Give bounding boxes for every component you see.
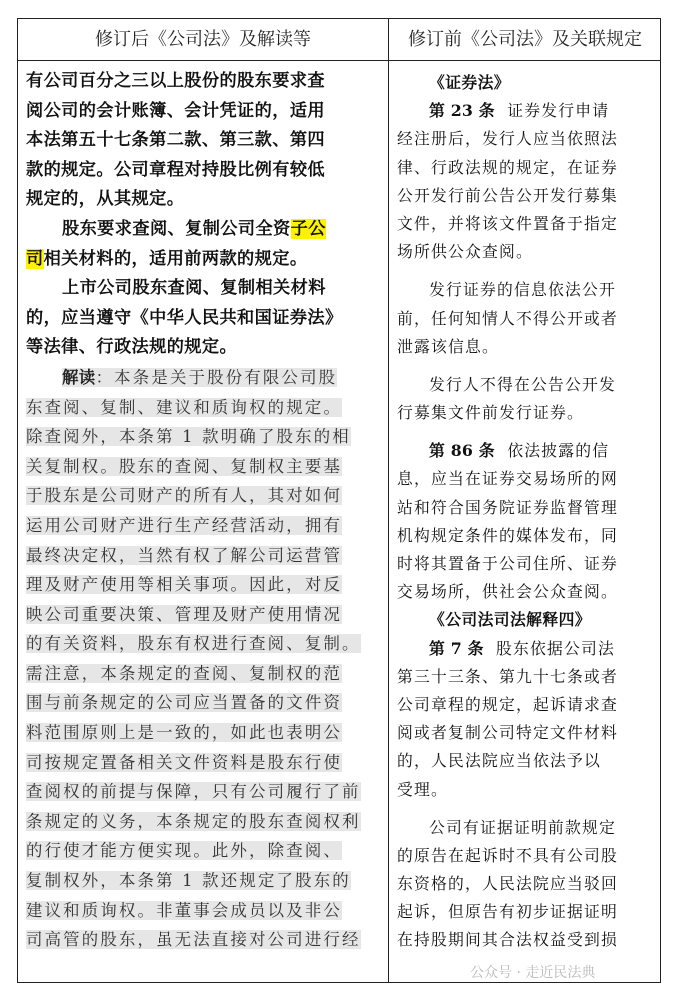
text-line: 条规定的义务，本条规定的股东查阅权利 xyxy=(26,811,361,831)
text-line: 受理。 xyxy=(397,779,448,799)
text-line: 公司有证据证明前款规定 xyxy=(429,817,616,837)
text-line: 行募集文件前发行证券。 xyxy=(397,403,584,423)
text-line: 泄露该信息。 xyxy=(397,336,499,356)
highlight-mark: 司 xyxy=(26,248,44,269)
text-line: 律、行政法规的规定，在证券 xyxy=(397,157,618,177)
law-title-interpretation-four: 《公司法司法解释四》 xyxy=(429,610,591,630)
header-left: 修订后《公司法》及解读等 xyxy=(95,29,311,50)
text-line: 复制权外，本条第 1 款还规定了股东的 xyxy=(26,871,351,891)
text-line: 的有关资料，股东有权进行查阅、复制。 xyxy=(26,634,361,654)
text-line: 阅或者复制公司特定文件材料 xyxy=(397,723,618,743)
column-divider xyxy=(388,19,389,982)
text-line: 的，人民法院应当依法予以 xyxy=(397,751,601,771)
text-line: 发行证券的信息依法公开 xyxy=(429,280,616,300)
text-line: 解读：本条是关于股份有限公司股 xyxy=(62,367,338,387)
text-line: 时将其置备于公司住所、证券 xyxy=(397,554,618,573)
text-line: 司相关材料的，适用前两款的规定。 xyxy=(26,248,308,269)
text-line: 款的规定。公司章程对持股比例有较低 xyxy=(26,159,325,180)
text-line: 息，应当在证券交易场所的网 xyxy=(397,469,618,489)
article-label: 第 7 条 xyxy=(429,638,484,658)
text-line: 交易场所，供社会公众查阅。 xyxy=(397,582,618,602)
text-line: 公司章程的规定，起诉请求查 xyxy=(397,694,618,714)
text-line: 第 86 条 依法披露的信 xyxy=(429,441,610,461)
text-line: 在持股期间其合法权益受到损 xyxy=(397,930,618,950)
highlight-mark: 子公 xyxy=(290,218,326,239)
text-line: 公开发行前公告公开发行募集 xyxy=(397,185,618,205)
text-line: 理及财产使用等相关事项。因此，对反 xyxy=(26,575,343,595)
text-line: 需注意，本条规定的查阅、复制权的范 xyxy=(26,663,343,683)
text-line: 阅公司的会计账簿、会计凭证的，适用 xyxy=(26,100,325,121)
text-line: 上市公司股东查阅、复制相关材料 xyxy=(62,278,326,299)
left-column xyxy=(26,67,382,955)
text-line: 司按规定置备相关文件资料是股东行使 xyxy=(26,752,343,772)
text-line: 最终决定权，当然有权了解公司运营管 xyxy=(26,545,343,565)
text-line: 东资格的，人民法院应当驳回 xyxy=(397,874,618,894)
text-line: 第 23 条 证券发行申请 xyxy=(429,101,610,121)
paragraph-listed-company xyxy=(26,274,382,363)
text-line: 于股东是公司财产的所有人，其对如何 xyxy=(26,486,343,506)
text-line: 机构规定条件的媒体发布，同 xyxy=(397,525,618,545)
table-header-row xyxy=(18,19,660,61)
text-line: 建议和质询权。非董事会成员以及非公 xyxy=(26,900,343,920)
article-label: 第 86 条 xyxy=(429,441,495,461)
text-line: 起诉，但原告有初步证据证明 xyxy=(397,902,618,922)
text-line: 本法第五十七条第二款、第三款、第四 xyxy=(26,130,325,151)
article-label: 第 23 条 xyxy=(429,101,495,121)
comparison-table xyxy=(17,18,661,983)
text-line: 规定的，从其规定。 xyxy=(26,189,185,210)
text-line: 查阅权的前提与保障，只有公司履行了前 xyxy=(26,782,361,802)
text-line: 的原告在起诉时不具有公司股 xyxy=(397,845,618,865)
paragraph-shareholding xyxy=(26,67,382,215)
watermark: 公众号 · 走近民法典 xyxy=(470,965,596,981)
interpretation-label: 解读 xyxy=(62,367,96,387)
text-line: 关复制权。股东的查阅、复制权主要基 xyxy=(26,456,343,476)
text-line: 前，任何知情人不得公开或者 xyxy=(397,308,618,328)
law-title-securities: 《证券法》 xyxy=(429,73,510,92)
text-line: 映公司重要决策、管理及财产使用情况 xyxy=(26,604,343,624)
text-line: 运用公司财产进行生产经营活动，拥有 xyxy=(26,515,343,535)
text-line: 第 7 条 股东依据公司法 xyxy=(429,638,616,658)
text-line: 的，应当遵守《中华人民共和国证券法》 xyxy=(26,307,343,328)
text-line: 第三十三条、第九十七条或者 xyxy=(397,666,618,686)
text-line: 等法律、行政法规的规定。 xyxy=(26,337,238,358)
text-line: 司高管的股东，虽无法直接对公司进行经 xyxy=(26,930,361,950)
paragraph-subsidiary xyxy=(26,215,382,274)
text-line: 站和符合国务院证券监督管理 xyxy=(397,497,618,517)
text-line: 除查阅外，本条第 1 款明确了股东的相 xyxy=(26,427,351,447)
text-line: 有公司百分之三以上股份的股东要求查 xyxy=(26,71,325,91)
text-line: 东查阅、复制、建议和质询权的规定。 xyxy=(26,397,343,417)
right-column xyxy=(397,69,655,955)
header-right: 修订前《公司法》及关联规定 xyxy=(408,29,642,50)
text-line: 料范围原则上是一致的，如此也表明公 xyxy=(26,723,343,743)
text-line: 发行人不得在公告公开发 xyxy=(429,374,616,394)
text-line: 股东要求查阅、复制公司全资子公 xyxy=(62,218,326,239)
text-line: 场所供公众查阅。 xyxy=(397,242,533,262)
interpretation-block xyxy=(26,363,382,955)
text-line: 文件，并将该文件置备于指定 xyxy=(397,213,618,233)
text-line: 经注册后，发行人应当依照法 xyxy=(397,129,618,149)
text-line: 围与前条规定的公司应当置备的文件资 xyxy=(26,693,343,713)
text-line: 的行使才能方便实现。此外，除查阅、 xyxy=(26,841,343,861)
